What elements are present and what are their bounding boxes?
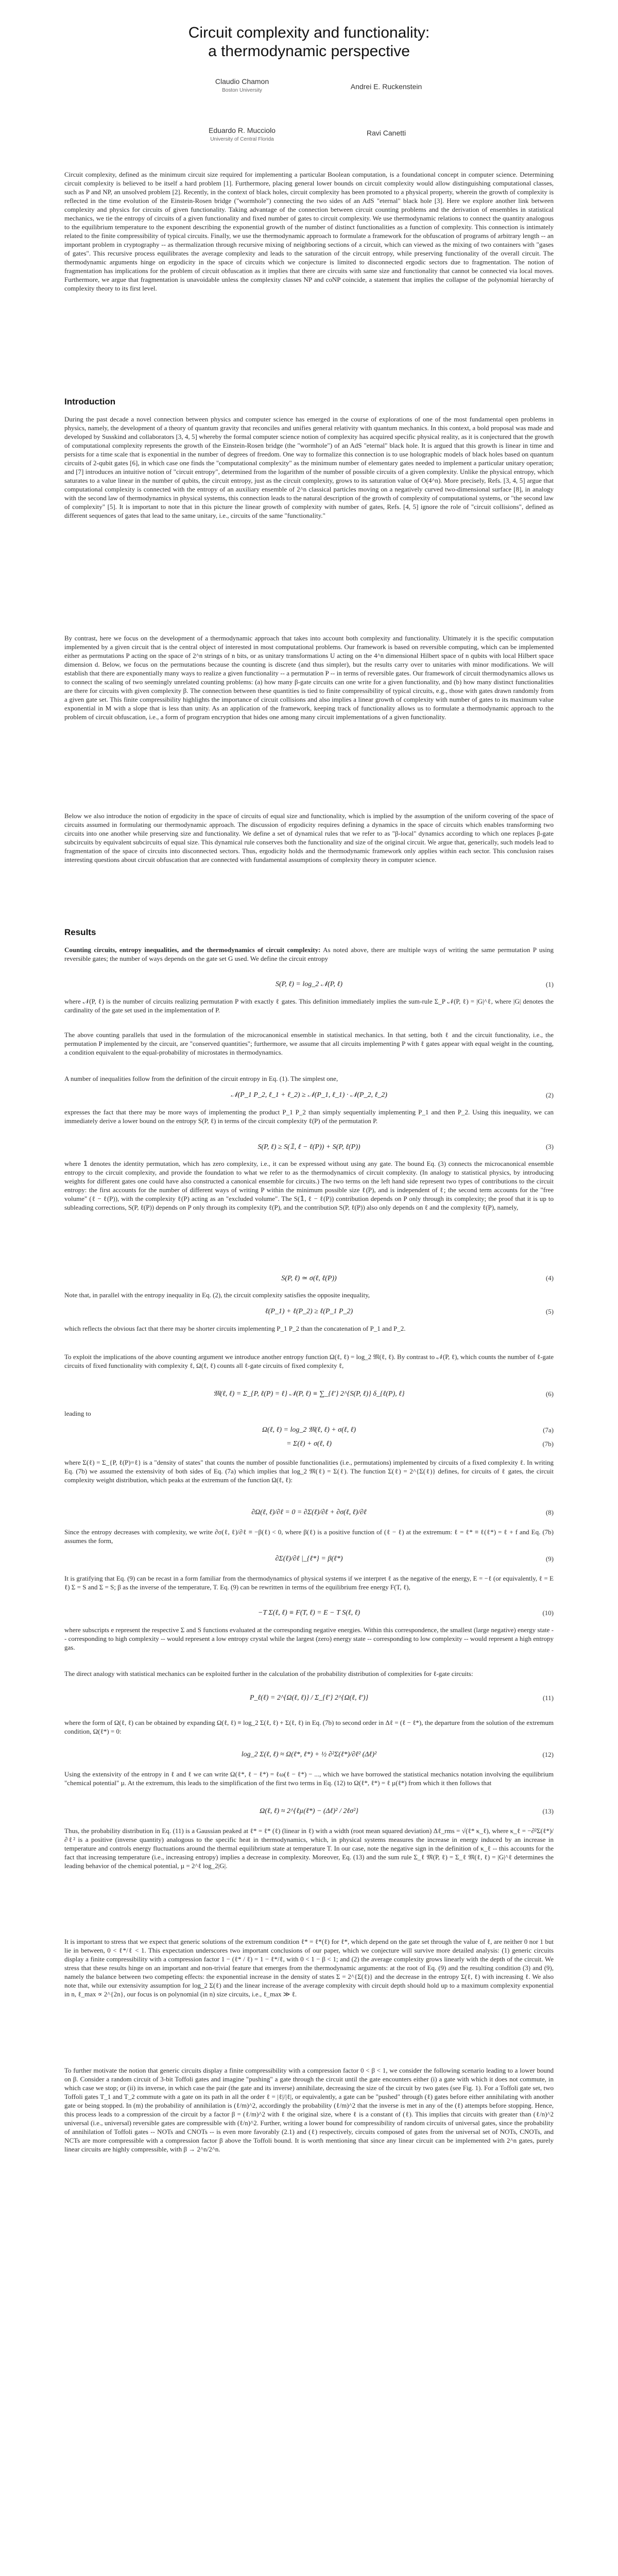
equation-number: (10) [542, 1609, 554, 1617]
author-affiliation: University of Central Florida [210, 137, 274, 142]
results-paragraph-3 [64, 1030, 554, 1057]
equation-13 [64, 1806, 554, 1819]
author-block-4 [319, 129, 453, 137]
title-line-2: a thermodynamic perspective [208, 43, 410, 60]
results-paragraph-14 [64, 1625, 554, 1652]
title-line-1: Circuit complexity and functionality: [188, 24, 430, 41]
paragraph-text: A number of inequalities follow from the definition of the circuit entropy in Eq. (1). The simplest one, [64, 1075, 338, 1082]
results-paragraph-16 [64, 1718, 554, 1736]
paragraph-text: To further motivate the notion that generic circuits display a finite compressibility with a compression factor 0 < β < 1, we consider the following scenario leading to a lower bound on β. Consider a random circuit of 3-bit Toffoli gates and imagine "pushing" a gate through the circuit until the gate encounters either (i) a gate with which it does not commute, in which case we stop; or (ii) its inverse, in which case the pair (the gate and its inverse) annihilate, decreasing the size of the circuit by two gates (see Fig. 1). For a Toffoli gate set, two Toffoli gates T_1 and T_2 commute with a gate on its path in all the order ℓ = |ℓ|/|ℓ|, or equivalently, a gate can be "pushed" through (ℓ) gates before either annihilating with another gate or being stopped. In (m) the probability of annihilation is (ℓ/m)^2, accordingly the probability (ℓ/m)^2 that the inverse is met in any of the (ℓ) attempts before stopping. Hence, this process leads to a compression of the circuit by a factor β = (ℓ/m)^2 with ℓ the original size, where ℓ is a constant of (ℓ). This implies that circuits with greater than (ℓ/n)^2 universal (i.e., universal) reversible gates are compressible with (ℓ/n)^2. Further, writing a lower bound for compressibility of random circuits of universal gates, since the probability of annihilation of Toffoli gates -- NOTs and CNOTs -- is even more favorably (2.1) and (ℓ) respectively, circuits composed of gates from the universal set of NOTs, CNOTs, and NCTs are more compressible with a compression factor β above the Toffoli bound. It is worth mentioning that since any linear circuit can be implemented with 2^n gates, purely linear circuits are highly compressible, with β → 2^n/2^n. [64, 2066, 554, 2153]
equation-body: −T Σ(ℓ, ℓ) ≡ F(T, ℓ) = E − T S(ℓ, ℓ) [258, 1609, 360, 1617]
equation-number: (8) [545, 1509, 554, 1516]
author-block-1 [175, 77, 309, 93]
equation-4 [64, 1273, 554, 1286]
section-heading-results: Results [64, 927, 96, 937]
equation-number: (7a) [543, 1426, 554, 1434]
equation-8 [64, 1507, 554, 1520]
equation-body: Ω(ℓ, ℓ) = log_2 𝔐(ℓ, ℓ) + σ(ℓ, ℓ) [262, 1426, 356, 1434]
paragraph-text: where Σ(ℓ) = Σ_{P, ℓ(P)=ℓ} is a "density of states" that counts the number of possible functionalities (i.e., permutations) implemented by circuits of a fixed complexity ℓ. In writing Eq. (7b) we assumed the extensivity of both sides of Eq. (7a) which implies that log_2 𝔐(ℓ) = Σ(ℓ). The function Σ(ℓ) = 2^{Σ(ℓ)} defines, for circuits of ℓ gates, the circuit complexity weight distribution, which peaks at the extremum of the function Ω(ℓ, ℓ): [64, 1459, 554, 1484]
paragraph-lead: Counting circuits, entropy inequalities, and the thermodynamics of circuit complexity: [64, 946, 321, 954]
paragraph-body: As noted above, there are multiple ways of writing the same permutation P using reversible gates; the number of ways depends on the gate set G used. We define the circuit entropy [64, 946, 554, 962]
paragraph-text: By contrast, here we focus on the development of a thermodynamic approach that takes into account both complexity and functionality. Ultimately it is the specific computation implemented by a given circuit that is the central object of interested in most computational problems. Our framework is based on reversible computing, which can be implemented either as permutations P acting on the space of 2^n strings of n bits, or as unitary transformations U acting on the 4^n dimensional Hilbert space of n qubits with local Hilbert space dimension d. Below, we focus on the permutations because the counting is discrete (and thus simpler), but the results carry over to unitaries with minor modifications. We will establish that there are exponentially many ways to realize a given functionality -- a permutation P -- in terms of reversible gates. Our framework of circuit thermodynamics allows us to connect the scaling of two seemingly unrelated counting problems: (a) how many β-gate circuits can one write for a given functionality, and (b) how many distinct functionalities are there for circuits with given complexity β. The connection between these quantities is tied to finite compressibility of typical circuits, e.g., those with gates drawn randomly from a given gate set. This finite compressibility highlights the importance of circuit collisions and also implies a linear growth of complexity with number of gates to its maximum value exponential in M with a slope that is less than unity. As an application of the framework, keeping track of functionality allows us to formulate a thermodynamic approach to the problem of circuit obfuscation, i.e., a form of program encryption that hides one among many circuit implementations of a given functionality. [64, 634, 554, 721]
equation-number: (3) [545, 1143, 554, 1150]
paragraph-text: The direct analogy with statistical mechanics can be exploited further in the calculation of the probability distribution of complexities for ℓ-gate circuits: [64, 1670, 473, 1677]
paragraph-text: To exploit the implications of the above counting argument we introduce another entropy function Ω(ℓ, ℓ) = log_2 𝔐(ℓ, ℓ). By contrast to 𝒩(P, ℓ), which counts the number of ℓ-gate circuits of fixed functionality with complexity ℓ, Ω(ℓ, ℓ) counts all ℓ-gate circuits of fixed complexity ℓ, [64, 1353, 554, 1369]
equation-body: ∂Ω(ℓ, ℓ)/∂ℓ = 0 = ∂Σ(ℓ)/∂ℓ + ∂σ(ℓ, ℓ)/∂ℓ [251, 1509, 367, 1516]
results-paragraph-2 [64, 997, 554, 1014]
section-heading-introduction: Introduction [64, 397, 116, 406]
results-paragraph-9 [64, 1352, 554, 1370]
equation-body: ∂Σ(ℓ)/∂ℓ |_{ℓ*} = β(ℓ*) [275, 1555, 343, 1563]
paragraph-text: where subscripts e represent the respective Σ and S functions evaluated at the corresponding negative energies. Within this correspondence, the smallest (large negative) energy state -- corresponding to high complexity -- would represent a low entropy crystal while the largest (zero) energy state -- corresponding to low complexity -- would represent a high entropy gas. [64, 1626, 554, 1651]
equation-number: (12) [542, 1751, 554, 1758]
results-paragraph-4 [64, 1074, 554, 1083]
equation-12 [64, 1749, 554, 1762]
paper-title [0, 24, 618, 61]
equation-body: Ω(ℓ, ℓ) ≈ 2^{ℓµ(ℓ*) − (Δℓ)² / 2ℓσ²} [260, 1807, 358, 1815]
results-paragraph-11 [64, 1458, 554, 1484]
equation-2 [64, 1090, 554, 1103]
equation-body: P_ℓ(ℓ) = 2^{Ω(ℓ, ℓ)} / Σ_{ℓ′} 2^{Ω(ℓ, ℓ′)} [249, 1694, 369, 1702]
author-name: Ravi Canetti [366, 129, 406, 137]
intro-paragraph-3 [64, 811, 554, 864]
paragraph-text: where 𝟙 denotes the identity permutation, which has zero complexity, i.e., it can be expressed without using any gate. The bound Eq. (3) connects the microcanonical ensemble entropy to the circuit complexity, and provide the foundation to what we refer to as the thermodynamics of circuit complexity. (In analogy to statistical physics, by introducing weights for different gates one could have also constructed a canonical ensemble for circuits.) The two terms on the left hand side represent two types of contributions to the circuit entropy: the first accounts for the number of different ways of writing P within the minimum possible size ℓ(P), and is independent of ℓ; the second term accounts for the "free volume" (ℓ − ℓ(P)), with the complexity ℓ(P) acting as an "excluded volume". The S(𝟙, ℓ − ℓ(P)) contribution depends on P only through its complexity; the proof that it is up to subleading corrections, S(P, ℓ(P)) depends on P only through its complexity ℓ(P), and the contribution S(P, ℓ(P)) also only depends on ℓ and the complexity ℓ(P), namely, [64, 1160, 554, 1211]
results-paragraph-12 [64, 1528, 554, 1545]
results-paragraph-5 [64, 1108, 554, 1125]
equation-number: (9) [545, 1555, 554, 1563]
results-paragraph-15 [64, 1669, 554, 1678]
paragraph-text: Below we also introduce the notion of ergodicity in the space of circuits of equal size and functionality, which is implied by the assumption of the uniform covering of the space of circuits assumed in formulating our thermodynamic approach. The discussion of ergodicity requires defining a dynamics in the space of circuits which enables transforming two circuits into one another while preserving size and functionality. We define a set of dynamical rules that we refer to as "β-local" dynamics according to which one replaces β-gate subcircuits by equivalent subcircuits of equal size. This dynamical rule conserves both the functionality and size of the original circuit. We argue that, generically, such models lead to fragmentation of the space of circuits into disconnected sectors. Thus, ergodicity holds and the thermodynamic framework only applies within each sector. This conclusion raises interesting questions about circuit obfuscation that are connected with fundamental assumptions of complexity theory in computer science. [64, 812, 554, 863]
author-block-3 [175, 126, 309, 142]
equation-body: S(P, ℓ) = log_2 𝒩(P, ℓ) [275, 980, 343, 988]
results-paragraph-18 [64, 1826, 554, 1870]
equation-body: 𝔐(ℓ, ℓ) = Σ_{P, ℓ(P) = ℓ} 𝒩(P, ℓ) ≡ ∑_{ℓ′} 2^{S(P, ℓ)} δ_{ℓ(P), ℓ} [213, 1390, 405, 1398]
results-paragraph-13 [64, 1574, 554, 1591]
equation-6 [64, 1388, 554, 1402]
equation-7b [64, 1438, 554, 1452]
intro-paragraph-2 [64, 634, 554, 721]
equation-number: (5) [545, 1308, 554, 1315]
equation-1 [64, 979, 554, 992]
equation-number: (7b) [542, 1440, 554, 1448]
paragraph-text: expresses the fact that there may be more ways of implementing the product P_1 P_2 than simply sequentially implementing P_1 and then P_2. Using this inequality, we can immediately derive a lower bound on the entropy S(P, ℓ) in terms of the circuit complexity ℓ(P) of the permutation P. [64, 1108, 554, 1125]
equation-body: S(P, ℓ) ≥ S(𝟙, ℓ − ℓ(P)) + S(P, ℓ(P)) [258, 1143, 360, 1151]
results-paragraph-17 [64, 1770, 554, 1787]
paragraph-text: Using the extensivity of the entropy in ℓ and ℓ we can write Ω(ℓ*, ℓ − ℓ*) = ℓω(ℓ − ℓ*) − ..., which we have borrowed the statistical mechanics notation involving the equilibrium "chemical potential" µ. At the extremum, this leads to the simplification of the first two terms in Eq. (12) to Ω(ℓ*, ℓ*) = ℓ µ(ℓ*) from which it then follows that [64, 1770, 554, 1787]
author-name: Claudio Chamon [215, 77, 269, 86]
equation-11 [64, 1692, 554, 1711]
paragraph-text: where the form of Ω(ℓ, ℓ) can be obtained by expanding Ω(ℓ, ℓ) ≡ log_2 Σ(ℓ, ℓ) + Σ(ℓ, ℓ) in Eq. (7b) to second order in Δℓ = (ℓ − ℓ*), the departure from the solution of the extremum condition, Ω(ℓ*) = 0: [64, 1719, 554, 1735]
results-heading-block [64, 927, 554, 938]
results-paragraph-19 [64, 1937, 554, 1998]
author-name: Andrei E. Ruckenstein [350, 82, 422, 91]
equation-10 [64, 1607, 554, 1621]
results-paragraph-7 [64, 1291, 554, 1299]
paragraph-text: During the past decade a novel connection between physics and computer science has emerged in the course of explorations of one of the most fundamental open problems in physics, namely, the development of a theory of quantum gravity that reconciles and unifies general relativity with quantum mechanics. In this context, a bold proposal was made and developed by Susskind and collaborators [3, 4, 5] whereby the formal computer science notion of complexity has acquired specific physical reality, as it is conjectured that the growth of computational complexity represents the growth of the Einstein-Rosen bridge (the "wormhole") of an AdS "eternal" black hole. It is argued that this growth is linear in time and persists for a time scale that is exponential in the number of degrees of freedom. One way to formalize this connection is to use holographic models of black holes based on quantum circuits of 2-qubit gates [6], in which case one finds the "computational complexity" as the minimum number of elementary gates needed to implement a particular unitary operation; and [7] introduces an intuitive notion of "circuit entropy", determined from the logarithm of the number of possible circuits of a given complexity. Unlike the physical entropy, which saturates to a value linear in the number of qubits, the circuit entropy, just as the circuit complexity, grows to its saturation value of O(4^n). More precisely, Refs. [3, 4, 5] argue that computational complexity is connected with the entropy of an auxiliary ensemble of 2^n classical particles moving on a negatively curved two-dimensional surface [8], in analogy with the second law of thermodynamics in physical systems, this connection leads to the natural description of the growth of complexity of computational systems, or "the second law of complexity" [5]. It is important to note that in this picture the linear growth of complexity with number of gates, Refs. [4, 5] ignore the role of "circuit collisions", defined as different sequences of gates that lead to the same unitary, i.e., circuits of the same "functionality." [64, 415, 554, 519]
equation-body: S(P, ℓ) ≃ σ(ℓ, ℓ(P)) [281, 1275, 337, 1282]
intro-paragraph-1 [64, 415, 554, 520]
equation-3 [64, 1141, 554, 1155]
equation-body: ℓ(P_1) + ℓ(P_2) ≥ ℓ(P_1 P_2) [265, 1308, 353, 1315]
author-block-2 [319, 82, 453, 91]
paragraph-text: Thus, the probability distribution in Eq. (11) is a Gaussian peaked at ℓ* = ℓ* (ℓ) (linear in ℓ) with a width (root mean squared deviation) Δℓ_rms = √(ℓ* κ_ℓ), where κ_ℓ = −∂²Σ(ℓ*)/∂ℓ² is a positive (inverse quantity) analogous to the specific heat in thermodynamics, which, in physical systems measures the increase in energy induced by an increase in temperature and controls energy fluctuations around the thermal equilibrium state at temperature T. In our case, note the negative sign in the definition of κ_ℓ -- this accounts for the fact that increasing temperature (i.e., increasing entropy) implies a decrease in complexity. Moreover, Eq. (13) and the sum rule Σ_ℓ 𝔐(P, ℓ) = Σ_ℓ 𝔐(ℓ, ℓ) = |G|^ℓ determines the leading behavior of the chemical potential, µ = 2^ℓ log_2|G|. [64, 1827, 554, 1870]
abstract-text: Circuit complexity, defined as the minimum circuit size required for implementing a particular Boolean computation, is a foundational concept in computer science. Determining circuit complexity is believed to be itself a hard problem [1]. Furthermore, placing general lower bounds on circuit complexity would allow distinguishing computational classes, such as P and NP, an unsolved problem [2]. Recently, in the context of black holes, circuit complexity has been promoted to a physical property, wherein the growth of complexity is reflected in the time evolution of the Einstein-Rosen bridge ("wormhole") connecting the two sides of an AdS "eternal" black hole [3]. Here we explore another link between complexity and physics for circuits of given functionality. Taking advantage of the connection between circuit counting problems and the derivation of ensembles in statistical mechanics, we tie the entropy of circuits of a given functionality and fixed number of gates to circuit complexity. We use thermodynamic relations to connect the quantity analogous to the equilibrium temperature to the exponent describing the exponential growth of the number of distinct functionalities as a function of complexity. This connection is intimately related to the finite compressibility of typical circuits. Finally, we use the thermodynamic approach to formulate a framework for the obfuscation of programs of arbitrary length -- an important problem in cryptography -- as thermalization through recursive mixing of neighboring sections of a circuit, which can viewed as the mixing of two containers with "gases of gates". This recursive process equilibrates the average complexity and leads to the saturation of the circuit entropy, while preserving functionality of the overall circuit. The thermodynamic arguments hinge on ergodicity in the space of circuits which we conjecture is limited to disconnected ergodic sectors due to fragmentation. The notion of fragmentation has implications for the problem of circuit obfuscation as it implies that there are circuits with same size and functionality that cannot be connected via local moves. Furthermore, we argue that fragmentation is unavoidable unless the complexity classes NP and coNP coincide, a statement that implies the collapse of the polynomial hierarchy of complexity theory to its first level. [64, 171, 554, 292]
equation-number: (13) [542, 1807, 554, 1815]
equation-number: (11) [542, 1694, 554, 1702]
equation-number: (1) [545, 980, 554, 988]
author-affiliation: Boston University [222, 88, 262, 93]
paragraph-text: leading to [64, 1410, 91, 1417]
paragraph-text: Note that, in parallel with the entropy inequality in Eq. (2), the circuit complexity satisfies the opposite inequality, [64, 1291, 370, 1299]
equation-7a [64, 1425, 554, 1438]
equation-body: 𝒩(P_1 P_2, ℓ_1 + ℓ_2) ≥ 𝒩(P_1, ℓ_1) · 𝒩(P_2, ℓ_2) [231, 1091, 387, 1099]
results-paragraph-8 [64, 1324, 554, 1333]
equation-number: (2) [545, 1091, 554, 1099]
paragraph-text [64, 945, 554, 963]
paragraph-text: It is important to stress that we expect that generic solutions of the extremum condition ℓ* = ℓ*(ℓ) for ℓ*, which depend on the gate set through the value of ℓ, are neither 0 nor 1 but lie in between, 0 < ℓ*/ℓ < 1. This expectation underscores two important conclusions of our paper, which we conjecture will survive more detailed analysis: (1) generic circuits display a finite compressibility with a compression factor 1 − (ℓ* / ℓ) = 1 − ℓ*/ℓ, with 0 < 1 − β < 1; and (2) the average complexity grows linearly with the depth of the circuit. We stress that these results hinge on an important and non-trivial feature that emerges from the thermodynamic arguments: at the root of Eq. (9) and the resulting condition (3) and (9), namely the balance between two competing effects: the exponential increase in the density of states Σ = 2^{Σ(ℓ)} and the decrease in the entropy Σ(ℓ, ℓ) with increasing ℓ. We also note that, while our extensivity assumption for log_2 Σ(ℓ) and the linear increase of the average complexity with circuit depth should hold up to a maximum complexity exponential in n, ℓ_max ∝ 2^{2n}, our focus is on polynomial (in n) size circuits, i.e., ℓ_max ≫ ℓ. [64, 1938, 554, 1998]
paragraph-text: Since the entropy decreases with complexity, we write ∂σ(ℓ, ℓ)/∂ℓ ≡ −β(ℓ) < 0, where β(ℓ) is a positive function of (ℓ − ℓ) at the extremum: ℓ = ℓ* ≡ ℓ(ℓ*) = ℓ + f and Eq. (7b) assumes the form, [64, 1528, 554, 1545]
abstract [64, 170, 554, 293]
paragraph-text: The above counting parallels that used in the formulation of the microcanonical ensemble in statistical mechanics. In that setting, both ℓ and the circuit functionality, i.e., the permutation P implemented by the circuit, are "conserved quantities"; furthermore, we assume that all circuits implementing P with ℓ gates appear with equal weight in the counting, a condition equivalent to the equal-probability of microstates in thermodynamics. [64, 1031, 554, 1056]
results-paragraph-6 [64, 1159, 554, 1212]
paragraph-text: which reflects the obvious fact that there may be shorter circuits implementing P_1 P_2 than the concatenation of P_1 and P_2. [64, 1325, 406, 1332]
results-paragraph-20 [64, 2066, 554, 2154]
paragraph-text: where 𝒩(P, ℓ) is the number of circuits realizing permutation P with exactly ℓ gates. This definition immediately implies the sum-rule Σ_P 𝒩(P, ℓ) = |G|^ℓ, where |G| denotes the cardinality of the gate set used in the implementation of P. [64, 997, 554, 1014]
intro-heading-block [64, 397, 554, 407]
results-paragraph-1 [64, 945, 554, 963]
equation-number: (4) [545, 1274, 554, 1282]
equation-5 [64, 1306, 554, 1319]
equation-number: (6) [545, 1390, 554, 1398]
equation-9 [64, 1553, 554, 1567]
equation-body: = Σ(ℓ) + σ(ℓ, ℓ) [286, 1440, 332, 1448]
equation-body: log_2 Σ(ℓ, ℓ) ≈ Ω(ℓ*, ℓ*) + ½ ∂²Σ(ℓ*)/∂ℓ² (Δℓ)² [241, 1751, 377, 1758]
paragraph-text: It is gratifying that Eq. (9) can be recast in a form familiar from the thermodynamics of physical systems if we interpret ℓ as the negative of the energy, E = −ℓ (or equivalently, ℓ = E ℓ) Σ = S and Σ = S; β as the inverse of the temperature, T. Eq. (9) can be rewritten in terms of the equilibrium free energy F(T, ℓ), [64, 1574, 554, 1591]
author-name: Eduardo R. Mucciolo [209, 126, 276, 134]
results-paragraph-10 [64, 1409, 554, 1418]
